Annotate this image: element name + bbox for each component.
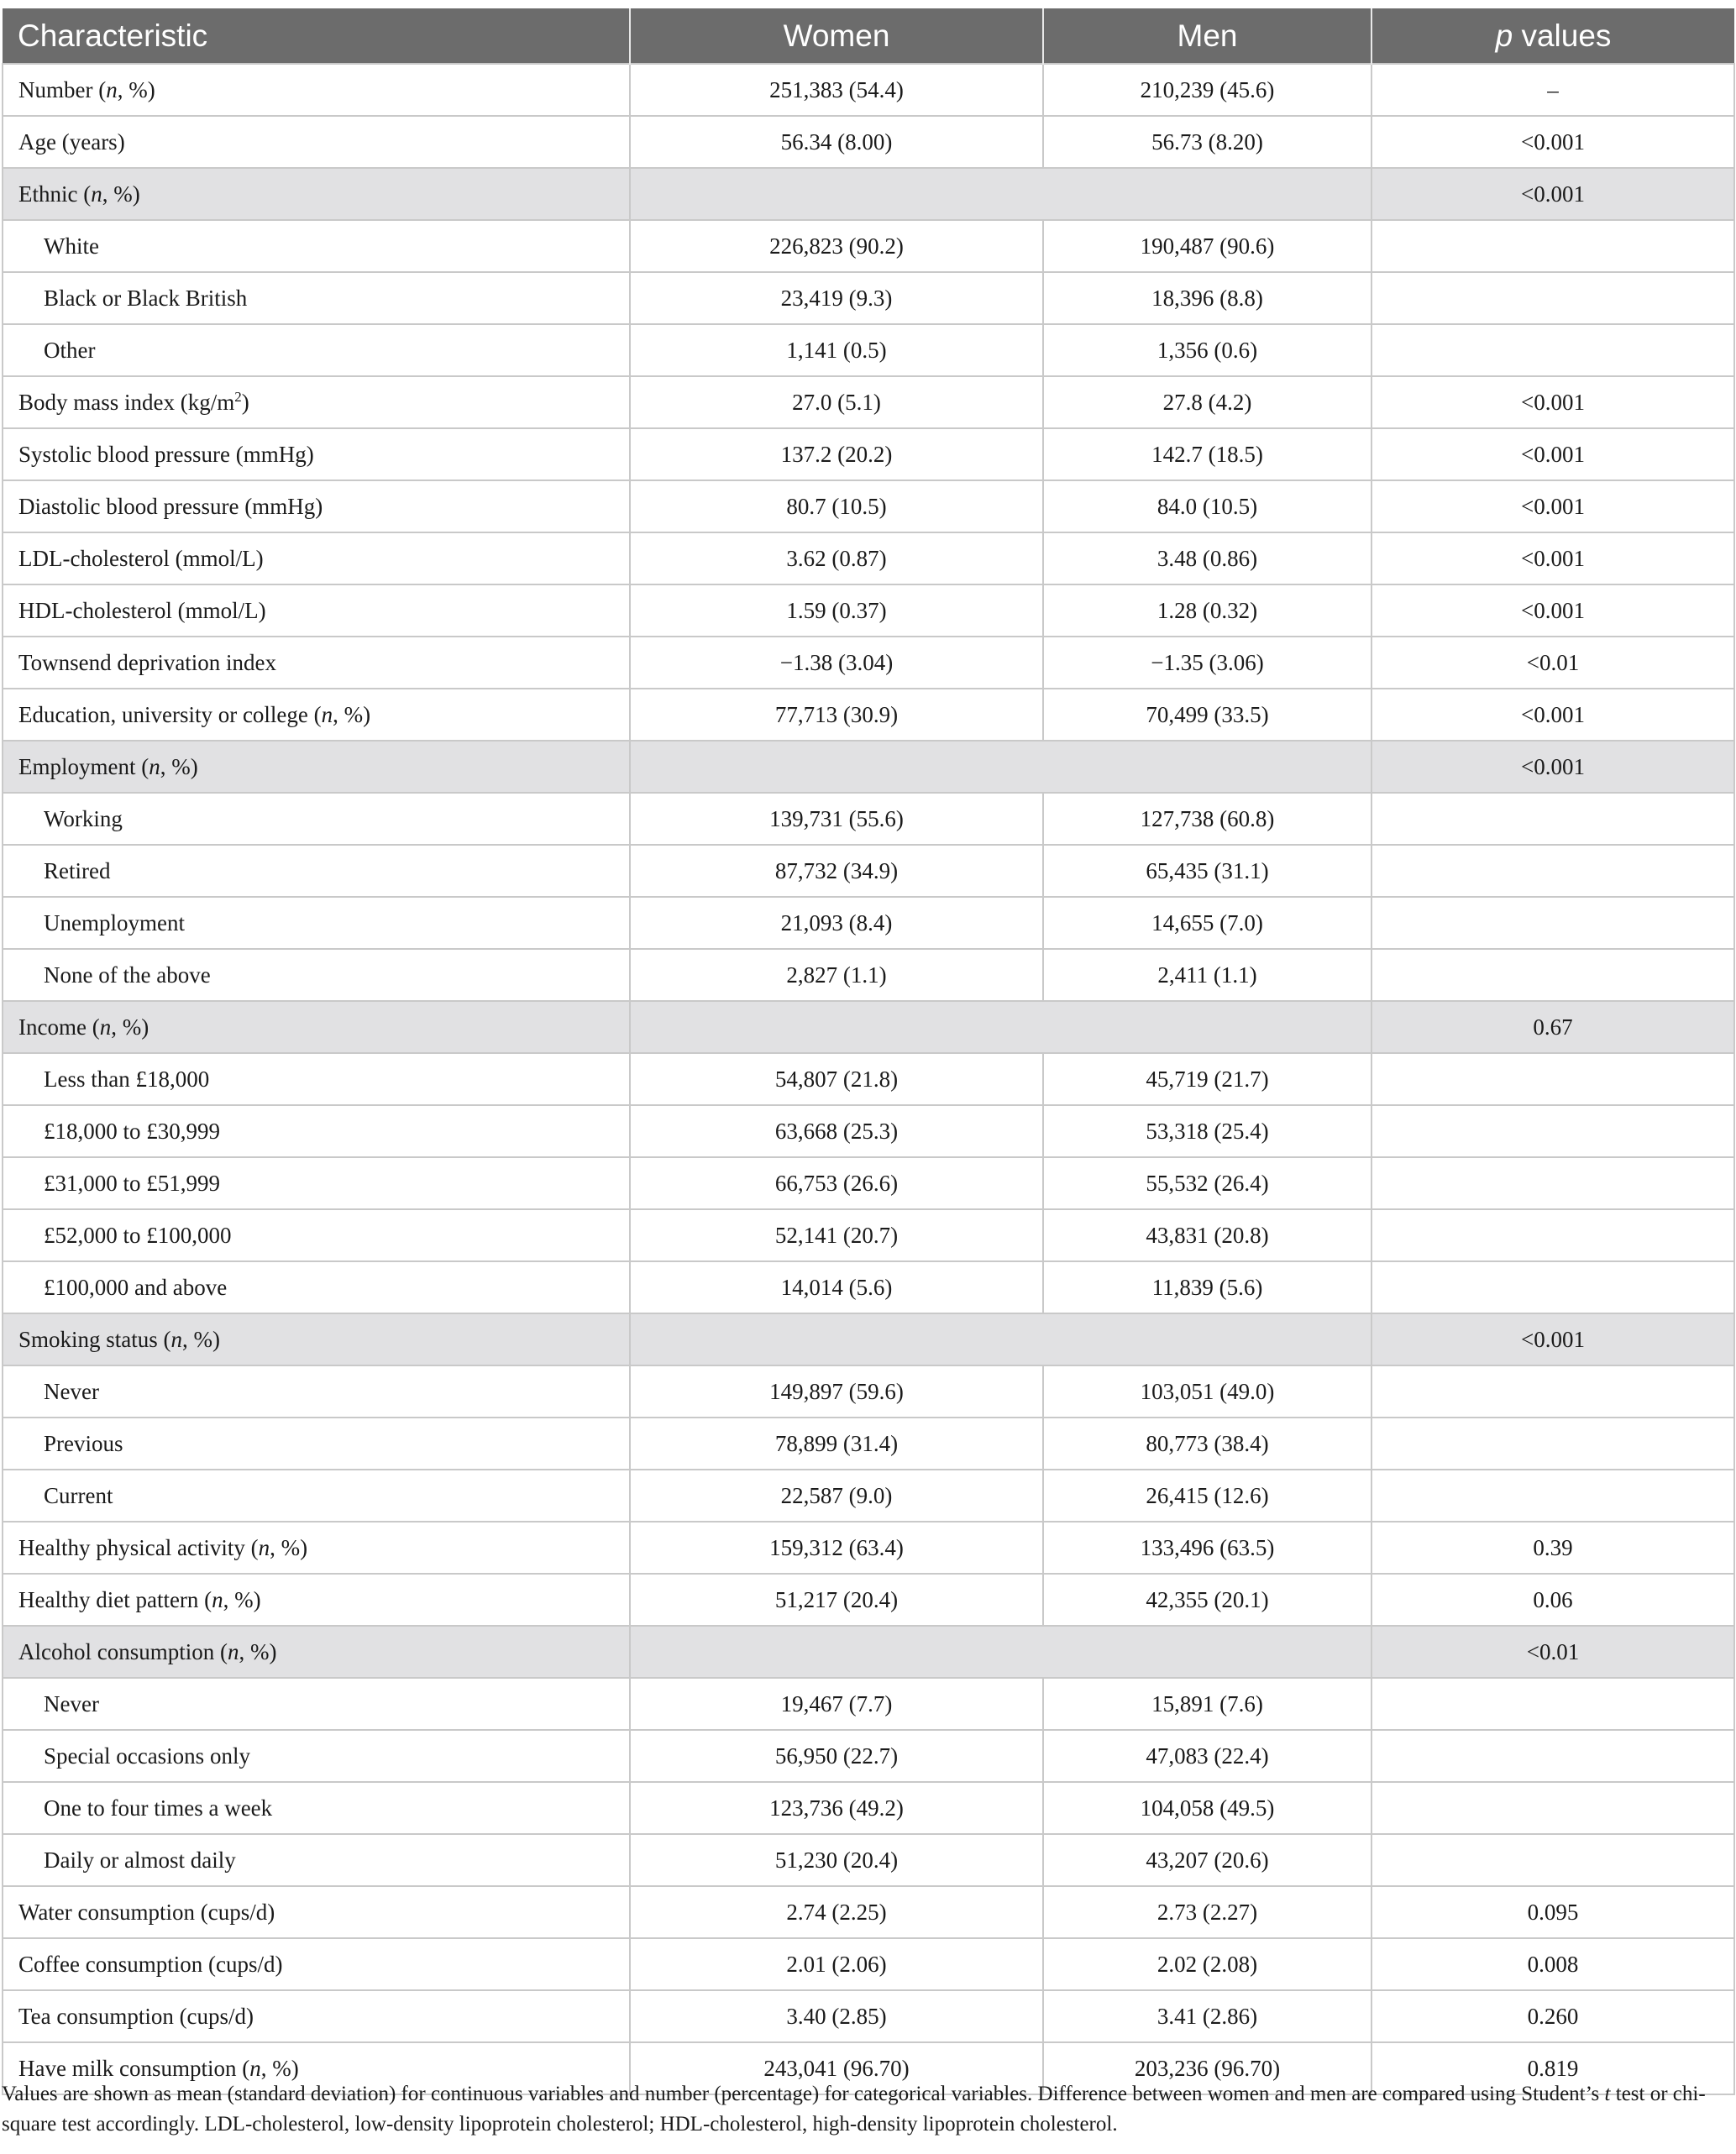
cell-women: 63,668 (25.3) [630,1105,1043,1157]
row-label-text: Employment ( [18,753,149,779]
cell-men: 15,891 (7.6) [1043,1678,1371,1730]
cell-men: 53,318 (25.4) [1043,1105,1371,1157]
cell-women: 123,736 (49.2) [630,1782,1043,1834]
cell-women: 243,041 (96.70) [630,2042,1043,2094]
cell-women: 2,827 (1.1) [630,949,1043,1001]
row-label-suffix: , %) [182,1326,220,1352]
table-row [3,480,1734,532]
cell-men: 56.73 (8.20) [1043,116,1371,168]
table-row [3,1990,1734,2042]
row-label-italic: n [91,181,102,207]
row-label-text: Townsend deprivation index [18,649,277,675]
cell-men: 14,655 (7.0) [1043,897,1371,949]
row-label-suffix: , %) [239,1638,277,1664]
cell-women: 54,807 (21.8) [630,1053,1043,1105]
table-group-row [3,1001,1734,1053]
cell-men: 3.48 (0.86) [1043,532,1371,584]
cell-p-value: <0.001 [1371,480,1734,532]
row-label-superscript: 2 [234,389,242,405]
row-label-text: Body mass index (kg/m [18,390,235,415]
row-label-text: Daily or almost daily [44,1847,236,1873]
row-label-italic: n [321,701,333,727]
row-label [3,1938,630,1990]
table-row [3,324,1734,376]
row-label-text: Healthy physical activity ( [18,1534,259,1560]
cell-women: 77,713 (30.9) [630,689,1043,741]
cell-p-value: <0.001 [1371,1313,1734,1365]
cell-men: 18,396 (8.8) [1043,272,1371,324]
row-label [3,1261,630,1313]
row-label [3,1157,630,1209]
row-label-text: Working [44,805,123,831]
cell-p-value [1371,1209,1734,1261]
row-label-text: LDL-cholesterol (mmol/L) [18,545,264,571]
table-row [3,1157,1734,1209]
cell-women: 80.7 (10.5) [630,480,1043,532]
row-label-text: One to four times a week [44,1795,273,1821]
cell-women: −1.38 (3.04) [630,637,1043,689]
row-label [3,480,630,532]
cell-women: 137.2 (20.2) [630,428,1043,480]
table-row [3,272,1734,324]
row-label-text: £52,000 to £100,000 [44,1222,232,1248]
cell-men: 190,487 (90.6) [1043,220,1371,272]
group-spacer-cell [630,741,1371,793]
cell-men: 70,499 (33.5) [1043,689,1371,741]
table-row [3,793,1734,845]
cell-women: 21,093 (8.4) [630,897,1043,949]
row-label [3,376,630,428]
row-label [3,1990,630,2042]
row-label-text: Other [44,337,96,363]
cell-p-value: <0.001 [1371,428,1734,480]
cell-women: 14,014 (5.6) [630,1261,1043,1313]
row-label [3,1678,630,1730]
cell-women: 22,587 (9.0) [630,1470,1043,1522]
cell-women: 251,383 (54.4) [630,64,1043,116]
row-label-italic: n [149,753,160,779]
row-label-text: Number ( [18,76,107,102]
row-label-italic: n [99,1014,112,1040]
cell-p-value: 0.819 [1371,2042,1734,2094]
cell-women: 87,732 (34.9) [630,845,1043,897]
header-men: Men [1043,8,1371,64]
row-label [3,272,630,324]
header-characteristic: Characteristic [3,8,630,64]
cell-p-value: <0.01 [1371,637,1734,689]
table-row [3,376,1734,428]
cell-p-value: 0.06 [1371,1574,1734,1626]
cell-p-value: 0.67 [1371,1001,1734,1053]
table-row [3,637,1734,689]
cell-p-value: 0.260 [1371,1990,1734,2042]
table-row [3,897,1734,949]
row-label-text: Never [44,1378,99,1404]
row-label-italic: n [249,2055,261,2081]
row-label-text: Diastolic blood pressure (mmHg) [18,493,323,519]
cell-men: 203,236 (96.70) [1043,2042,1371,2094]
cell-women: 2.74 (2.25) [630,1886,1043,1938]
row-label [3,220,630,272]
row-label [3,1626,630,1678]
table-row [3,532,1734,584]
cell-p-value [1371,793,1734,845]
cell-p-value [1371,1261,1734,1313]
cell-men: 2,411 (1.1) [1043,949,1371,1001]
table-header [3,8,1734,64]
footnote-part1: Values are shown as mean (standard deviation) for continuous variables and number (percentage) for categorical variables. Difference between women and men are compared using Student’s [2,2083,1605,2105]
cell-women: 3.40 (2.85) [630,1990,1043,2042]
table-body [3,64,1734,2094]
table-row [3,584,1734,637]
cell-p-value: <0.001 [1371,116,1734,168]
table-row [3,1678,1734,1730]
cell-p-value: <0.001 [1371,741,1734,793]
cell-men: 42,355 (20.1) [1043,1574,1371,1626]
cell-p-value: 0.39 [1371,1522,1734,1574]
row-label [3,168,630,220]
row-label-text: Water consumption (cups/d) [18,1899,275,1925]
cell-women: 2.01 (2.06) [630,1938,1043,1990]
table-row [3,1782,1734,1834]
group-spacer-cell [630,168,1371,220]
cell-men: 1.28 (0.32) [1043,584,1371,637]
table-row [3,116,1734,168]
row-label [3,689,630,741]
row-label [3,845,630,897]
header-p-values [1371,8,1734,64]
table-row [3,428,1734,480]
table-row [3,1105,1734,1157]
row-label [3,949,630,1001]
row-label-italic: n [212,1586,223,1612]
cell-women: 159,312 (63.4) [630,1522,1043,1574]
table-row [3,1938,1734,1990]
row-label-suffix: , %) [111,1014,149,1040]
table-row [3,1730,1734,1782]
row-label [3,1053,630,1105]
cell-men: 80,773 (38.4) [1043,1418,1371,1470]
cell-p-value [1371,324,1734,376]
table-footnote [2,2079,1730,2140]
row-label [3,1365,630,1418]
footnote-part2: test or chi-square test accordingly. LDL-cholesterol, low-density lipoprotein cholesterol; HDL-cholesterol, high-density lipoprotein cholesterol. [2,2083,1706,2136]
row-label-text: Black or Black British [44,285,248,311]
cell-p-value [1371,1105,1734,1157]
row-label-suffix: , %) [102,181,140,207]
cell-p-value [1371,845,1734,897]
table-row [3,220,1734,272]
row-label-text: £31,000 to £51,999 [44,1170,221,1196]
cell-men: 133,496 (63.5) [1043,1522,1371,1574]
cell-p-value: <0.001 [1371,376,1734,428]
row-label [3,428,630,480]
row-label-text: HDL-cholesterol (mmol/L) [18,597,266,623]
cell-p-value [1371,1834,1734,1886]
cell-p-value: <0.001 [1371,584,1734,637]
cell-men: 43,831 (20.8) [1043,1209,1371,1261]
footnote-t: t [1604,2083,1611,2105]
row-label [3,1418,630,1470]
row-label [3,1470,630,1522]
header-women: Women [630,8,1043,64]
table-row [3,64,1734,116]
table-row [3,1053,1734,1105]
cell-men: 65,435 (31.1) [1043,845,1371,897]
cell-p-value [1371,897,1734,949]
cell-women: 52,141 (20.7) [630,1209,1043,1261]
cell-p-value [1371,1053,1734,1105]
cell-men: 3.41 (2.86) [1043,1990,1371,2042]
row-label-text: Coffee consumption (cups/d) [18,1951,283,1977]
cell-women: 139,731 (55.6) [630,793,1043,845]
row-label [3,1574,630,1626]
row-label-text: Never [44,1690,99,1716]
row-label [3,1105,630,1157]
group-spacer-cell [630,1001,1371,1053]
cell-p-value [1371,1782,1734,1834]
group-spacer-cell [630,1313,1371,1365]
cell-men: −1.35 (3.06) [1043,637,1371,689]
row-label-suffix: , %) [117,76,155,102]
row-label [3,637,630,689]
cell-men: 55,532 (26.4) [1043,1157,1371,1209]
cell-women: 19,467 (7.7) [630,1678,1043,1730]
table-row [3,1886,1734,1938]
row-label [3,64,630,116]
cell-p-value: <0.001 [1371,532,1734,584]
table-row [3,1261,1734,1313]
row-label [3,532,630,584]
row-label-text: White [44,233,99,259]
cell-p-value [1371,1418,1734,1470]
row-label-text: Special occasions only [44,1743,250,1769]
table-row [3,1834,1734,1886]
cell-men: 47,083 (22.4) [1043,1730,1371,1782]
cell-women: 66,753 (26.6) [630,1157,1043,1209]
row-label-text: Healthy diet pattern ( [18,1586,212,1612]
row-label [3,1886,630,1938]
cell-men: 43,207 (20.6) [1043,1834,1371,1886]
row-label-text: Less than £18,000 [44,1066,210,1092]
cell-women: 149,897 (59.6) [630,1365,1043,1418]
row-label [3,1730,630,1782]
table-row [3,1365,1734,1418]
cell-p-value [1371,272,1734,324]
table-group-row [3,1626,1734,1678]
table-row [3,1470,1734,1522]
row-label [3,1782,630,1834]
row-label [3,324,630,376]
row-label-italic: n [106,76,118,102]
cell-men: 103,051 (49.0) [1043,1365,1371,1418]
row-label-suffix: , %) [260,2055,299,2081]
row-label [3,1209,630,1261]
cell-women: 51,217 (20.4) [630,1574,1043,1626]
cell-women: 56,950 (22.7) [630,1730,1043,1782]
row-label-text: Ethnic ( [18,181,92,207]
row-label-suffix: , %) [333,701,371,727]
cell-women: 1,141 (0.5) [630,324,1043,376]
cell-men: 127,738 (60.8) [1043,793,1371,845]
cell-p-value [1371,220,1734,272]
row-label-text: Age (years) [18,128,125,155]
table-group-row [3,168,1734,220]
table-row [3,1209,1734,1261]
row-label-text: Smoking status ( [18,1326,171,1352]
row-label-text: None of the above [44,962,211,988]
row-label [3,1001,630,1053]
row-label [3,1522,630,1574]
cell-men: 210,239 (45.6) [1043,64,1371,116]
row-label-text: Alcohol consumption ( [18,1638,228,1664]
row-label-italic: n [170,1326,183,1352]
cell-men: 2.02 (2.08) [1043,1938,1371,1990]
cell-women: 51,230 (20.4) [630,1834,1043,1886]
cell-p-value: <0.01 [1371,1626,1734,1678]
row-label [3,584,630,637]
row-label [3,897,630,949]
row-label-text: Have milk consumption ( [18,2055,250,2081]
cell-men: 84.0 (10.5) [1043,480,1371,532]
cell-p-value: <0.001 [1371,689,1734,741]
row-label-italic: n [227,1638,239,1664]
cell-men: 2.73 (2.27) [1043,1886,1371,1938]
row-label-text: Income ( [18,1014,100,1040]
cell-women: 3.62 (0.87) [630,532,1043,584]
row-label-text: Tea consumption (cups/d) [18,2003,254,2029]
cell-p-value: 0.095 [1371,1886,1734,1938]
row-label-text: Current [44,1482,113,1508]
header-p-rest: values [1513,18,1612,53]
cell-men: 1,356 (0.6) [1043,324,1371,376]
row-label-text: Previous [44,1430,123,1456]
row-label [3,1834,630,1886]
table-row [3,1418,1734,1470]
row-label-suffix: ) [241,390,249,415]
cell-p-value [1371,1678,1734,1730]
table-row [3,949,1734,1001]
table-row [3,845,1734,897]
table-group-row [3,741,1734,793]
row-label [3,741,630,793]
cell-women: 56.34 (8.00) [630,116,1043,168]
table-group-row [3,1313,1734,1365]
table-row [3,1574,1734,1626]
cell-p-value [1371,1470,1734,1522]
cell-women: 27.0 (5.1) [630,376,1043,428]
cell-p-value [1371,1157,1734,1209]
cell-p-value: – [1371,64,1734,116]
cell-women: 78,899 (31.4) [630,1418,1043,1470]
row-label-text: Education, university or college ( [18,701,322,727]
cell-men: 45,719 (21.7) [1043,1053,1371,1105]
group-spacer-cell [630,1626,1371,1678]
cell-p-value [1371,949,1734,1001]
cell-men: 142.7 (18.5) [1043,428,1371,480]
row-label-text: £100,000 and above [44,1274,228,1300]
cell-men: 27.8 (4.2) [1043,376,1371,428]
row-label-italic: n [258,1534,270,1560]
table-row [3,1522,1734,1574]
row-label-suffix: , %) [160,753,198,779]
row-label [3,116,630,168]
row-label-text: Retired [44,857,111,883]
cell-women: 23,419 (9.3) [630,272,1043,324]
row-label-text: Systolic blood pressure (mmHg) [18,441,314,467]
cell-women: 226,823 (90.2) [630,220,1043,272]
cell-p-value [1371,1365,1734,1418]
characteristics-table [2,8,1735,2095]
row-label-suffix: , %) [270,1534,308,1560]
row-label [3,1313,630,1365]
cell-p-value: 0.008 [1371,1938,1734,1990]
cell-p-value [1371,1730,1734,1782]
cell-women: 1.59 (0.37) [630,584,1043,637]
cell-p-value: <0.001 [1371,168,1734,220]
table-row [3,689,1734,741]
cell-men: 26,415 (12.6) [1043,1470,1371,1522]
row-label-suffix: , %) [223,1586,261,1612]
row-label-text: Unemployment [44,909,185,935]
row-label [3,793,630,845]
cell-men: 11,839 (5.6) [1043,1261,1371,1313]
row-label-text: £18,000 to £30,999 [44,1118,221,1144]
header-p-italic: p [1495,18,1513,53]
cell-men: 104,058 (49.5) [1043,1782,1371,1834]
